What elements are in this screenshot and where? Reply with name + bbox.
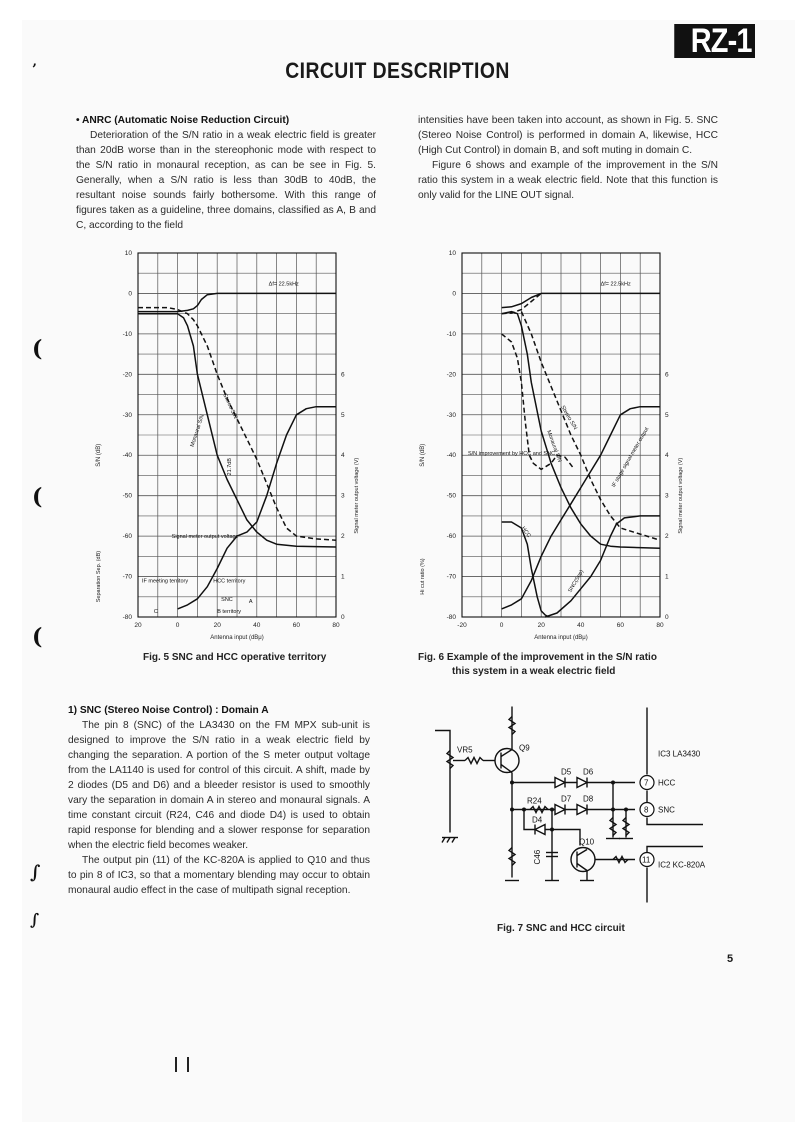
x-tick-label: 80 [332, 622, 340, 629]
series-line [545, 516, 660, 617]
pin11-label: 11 [642, 855, 651, 865]
y-tick-label: -80 [122, 614, 132, 621]
y-tick-label: 10 [124, 250, 132, 257]
fig7-caption: Fig. 7 SNC and HCC circuit [497, 923, 625, 934]
x-tick-label: 40 [253, 622, 261, 629]
y-right-tick-label: 2 [665, 533, 669, 541]
x-tick-label: 60 [292, 622, 301, 629]
x-tick-label: 20 [537, 622, 545, 629]
y-tick-label: -20 [446, 371, 456, 379]
d6-label: D6 [583, 767, 594, 777]
y-right-tick-label: 3 [341, 492, 345, 500]
y-tick-label: -40 [446, 452, 456, 460]
y-axis-right-label: Signal meter output voltage (V) [678, 457, 684, 534]
model-badge: RZ-1 [674, 24, 755, 58]
fig6-chart [404, 240, 704, 645]
chart-annotation: SNC [221, 596, 233, 603]
y-tick-label: -40 [122, 452, 132, 460]
y-right-tick-label: 4 [341, 452, 345, 460]
d7-label: D7 [561, 794, 572, 804]
ic2-label: IC2 KC-820A [658, 860, 706, 870]
x-tick-label: 20 [213, 622, 221, 629]
y-right-tick-label: 4 [665, 452, 669, 460]
ic3-label: IC3 LA3430 [658, 749, 701, 759]
chart-annotation: IF meeting territory [141, 578, 189, 585]
chart-annotation: HCC territory [213, 578, 246, 585]
y-tick-label: 0 [128, 290, 132, 298]
y-right-tick-label: 5 [341, 411, 345, 419]
x-tick-label: 20 [134, 622, 142, 629]
x-tick-label: 40 [577, 622, 585, 629]
chart-annotation: Monaural S/N [189, 413, 206, 448]
page-number: 5 [727, 953, 734, 965]
y-right-tick-label: 0 [341, 614, 345, 621]
chart-annotation: HCC [519, 525, 532, 539]
y-tick-label: -50 [122, 492, 132, 500]
snc-section [68, 703, 370, 898]
margin-mark: ( [32, 484, 43, 510]
x-tick-label: 0 [499, 622, 504, 629]
q10-label: Q10 [579, 837, 595, 847]
y-axis-lower-label: Separation Sep. (dB) [96, 550, 102, 603]
fig5-grid [138, 253, 336, 617]
y-tick-label: 10 [448, 250, 456, 257]
y-right-tick-label: 6 [665, 371, 669, 379]
x-tick-label: -20 [457, 622, 467, 629]
x-axis-label: Antenna input (dBμ) [210, 635, 264, 641]
chart-annotation: A [248, 598, 253, 605]
y-tick-label: -50 [446, 492, 456, 500]
chart-annotation: Δf= 22.5kHz [268, 281, 299, 288]
y-tick-label: -70 [122, 573, 132, 581]
q9-label: Q9 [519, 743, 530, 753]
chart-annotation: S/N improvement by HCC and SNC [467, 451, 556, 458]
hcc-pin-label: HCC [658, 778, 676, 788]
chart-annotation: Signal meter output voltage [171, 534, 239, 541]
y-tick-label: -60 [446, 533, 456, 541]
pin8-label: 8 [644, 805, 649, 815]
y-tick-label: -60 [122, 533, 132, 541]
x-tick-label: 0 [175, 622, 180, 629]
d8-label: D8 [583, 794, 594, 804]
footer-marks [175, 1057, 189, 1072]
x-axis-label: Antenna input (dBμ) [534, 635, 588, 641]
x-tick-label: 60 [616, 622, 625, 629]
chart-annotation: Δf= 22.5kHz [600, 281, 631, 288]
anrc-paragraph-2: Figure 6 shows and example of the improvement in the S/N ratio this system in a weak electric field. Note that this function is only valid for the LINE OUT signal. [418, 160, 718, 201]
y-tick-label: -10 [446, 330, 456, 338]
chart-annotation: SNC(Sep) [567, 569, 586, 594]
chart-annotation: 21.7dB [227, 458, 234, 476]
y-right-tick-label: 6 [341, 371, 345, 379]
r24-label: R24 [527, 796, 542, 806]
y-axis-label: S/N (dB) [420, 443, 426, 467]
y-right-tick-label: 1 [341, 573, 345, 581]
chart-annotation: Stereo S/N [221, 392, 239, 420]
snc-paragraph-1: The pin 8 (SNC) of the LA3430 on the FM MPX sub-unit is designed to improve the S/N ratio in a weak electric field by changing the separation. A portion of the S meter output voltage from the LA1140 is used for control of this circuit. A shift, made by 2 diodes (D5 and D6) and a bleeder resistor is used to smoothly vary the separation in domain A in stereo and monaural signals. A time constant circuit (R24, C46 and diode D4) is used to obtain rapid response for blending and a slower response for separation when the electric field becomes weaker. [68, 720, 370, 851]
y-right-tick-label: 3 [665, 492, 669, 500]
y-tick-label: -30 [446, 411, 456, 419]
chart-annotation: B territory [217, 608, 242, 615]
c46-label: C46 [533, 849, 542, 865]
y-axis-label: S/N (dB) [96, 443, 102, 467]
margin-mark: ’ [32, 62, 37, 78]
chart-annotation: Monaural S/N [545, 429, 563, 464]
margin-mark: ∫ [30, 862, 41, 883]
anrc-paragraph-1-cont: intensities have been taken into account, as shown in Fig. 5. SNC (Stereo Noise Control) is performed in domain A, likewise, HCC (High Cut Control) in domain B, and soft muting in domain C. [418, 115, 718, 156]
snc-pin-label: SNC [658, 805, 675, 815]
y-tick-label: 0 [452, 290, 456, 298]
snc-heading: 1) SNC (Stereo Noise Control) : Domain A [68, 705, 269, 716]
intro-right-column [418, 113, 718, 203]
series-line [521, 312, 660, 541]
y-tick-label: -20 [122, 371, 132, 379]
anrc-heading: • ANRC (Automatic Noise Reduction Circuit) [76, 115, 290, 126]
y-axis-lower-label: Hi cut ratio (%) [420, 558, 426, 595]
chart-annotation: C [153, 608, 158, 615]
y-right-tick-label: 0 [665, 614, 669, 621]
fig5-caption: Fig. 5 SNC and HCC operative territory [143, 652, 327, 663]
y-right-tick-label: 2 [341, 533, 345, 541]
fig7-circuit-diagram [435, 700, 735, 905]
y-tick-label: -10 [122, 330, 132, 338]
y-tick-label: -30 [122, 411, 132, 419]
margin-mark: ( [32, 624, 43, 650]
chart-annotation: IF stage signal meter output [610, 426, 651, 489]
intro-left-column [76, 113, 376, 233]
anrc-paragraph-1: Deterioration of the S/N ratio in a weak electric field is greater than 20dB worse than in the stereophonic mode with respect to the S/N ratio in monaural reception, as can be see in Fig. 5. Generally, when a S/N ratio is less than 30dB to 40dB, the resultant noise sounds fairly bothersome. With this range of figures taken as a guideline, three domains, classified as A, B and C, according to the field [76, 130, 376, 231]
page-title: CIRCUIT DESCRIPTION [285, 58, 510, 83]
y-right-tick-label: 1 [665, 573, 669, 581]
d4-label: D4 [532, 815, 543, 825]
d5-label: D5 [561, 767, 572, 777]
fig5-chart [80, 240, 380, 645]
fig6-grid [462, 253, 660, 617]
y-axis-right-label: Signal meter output voltage (V) [354, 457, 360, 534]
snc-paragraph-2: The output pin (11) of the KC-820A is applied to Q10 and thus to pin 8 of IC3, so that a momentary blending may occur to obtain monaural audio effect in the case of multipath signal reception. [68, 855, 370, 896]
vr5-label: VR5 [457, 745, 473, 755]
pin7-label: 7 [644, 778, 649, 788]
margin-mark: ( [32, 336, 43, 362]
y-tick-label: -70 [446, 573, 456, 581]
fig6-caption: Fig. 6 Example of the improvement in the S/N ratio [418, 652, 657, 663]
chart-annotation: Stereo S/N [559, 404, 578, 431]
margin-mark: ∫ [30, 910, 40, 929]
y-right-tick-label: 5 [665, 411, 669, 419]
y-tick-label: -80 [446, 614, 456, 621]
x-tick-label: 80 [656, 622, 664, 629]
fig6-caption-line2: this system in a weak electric field [452, 666, 616, 677]
